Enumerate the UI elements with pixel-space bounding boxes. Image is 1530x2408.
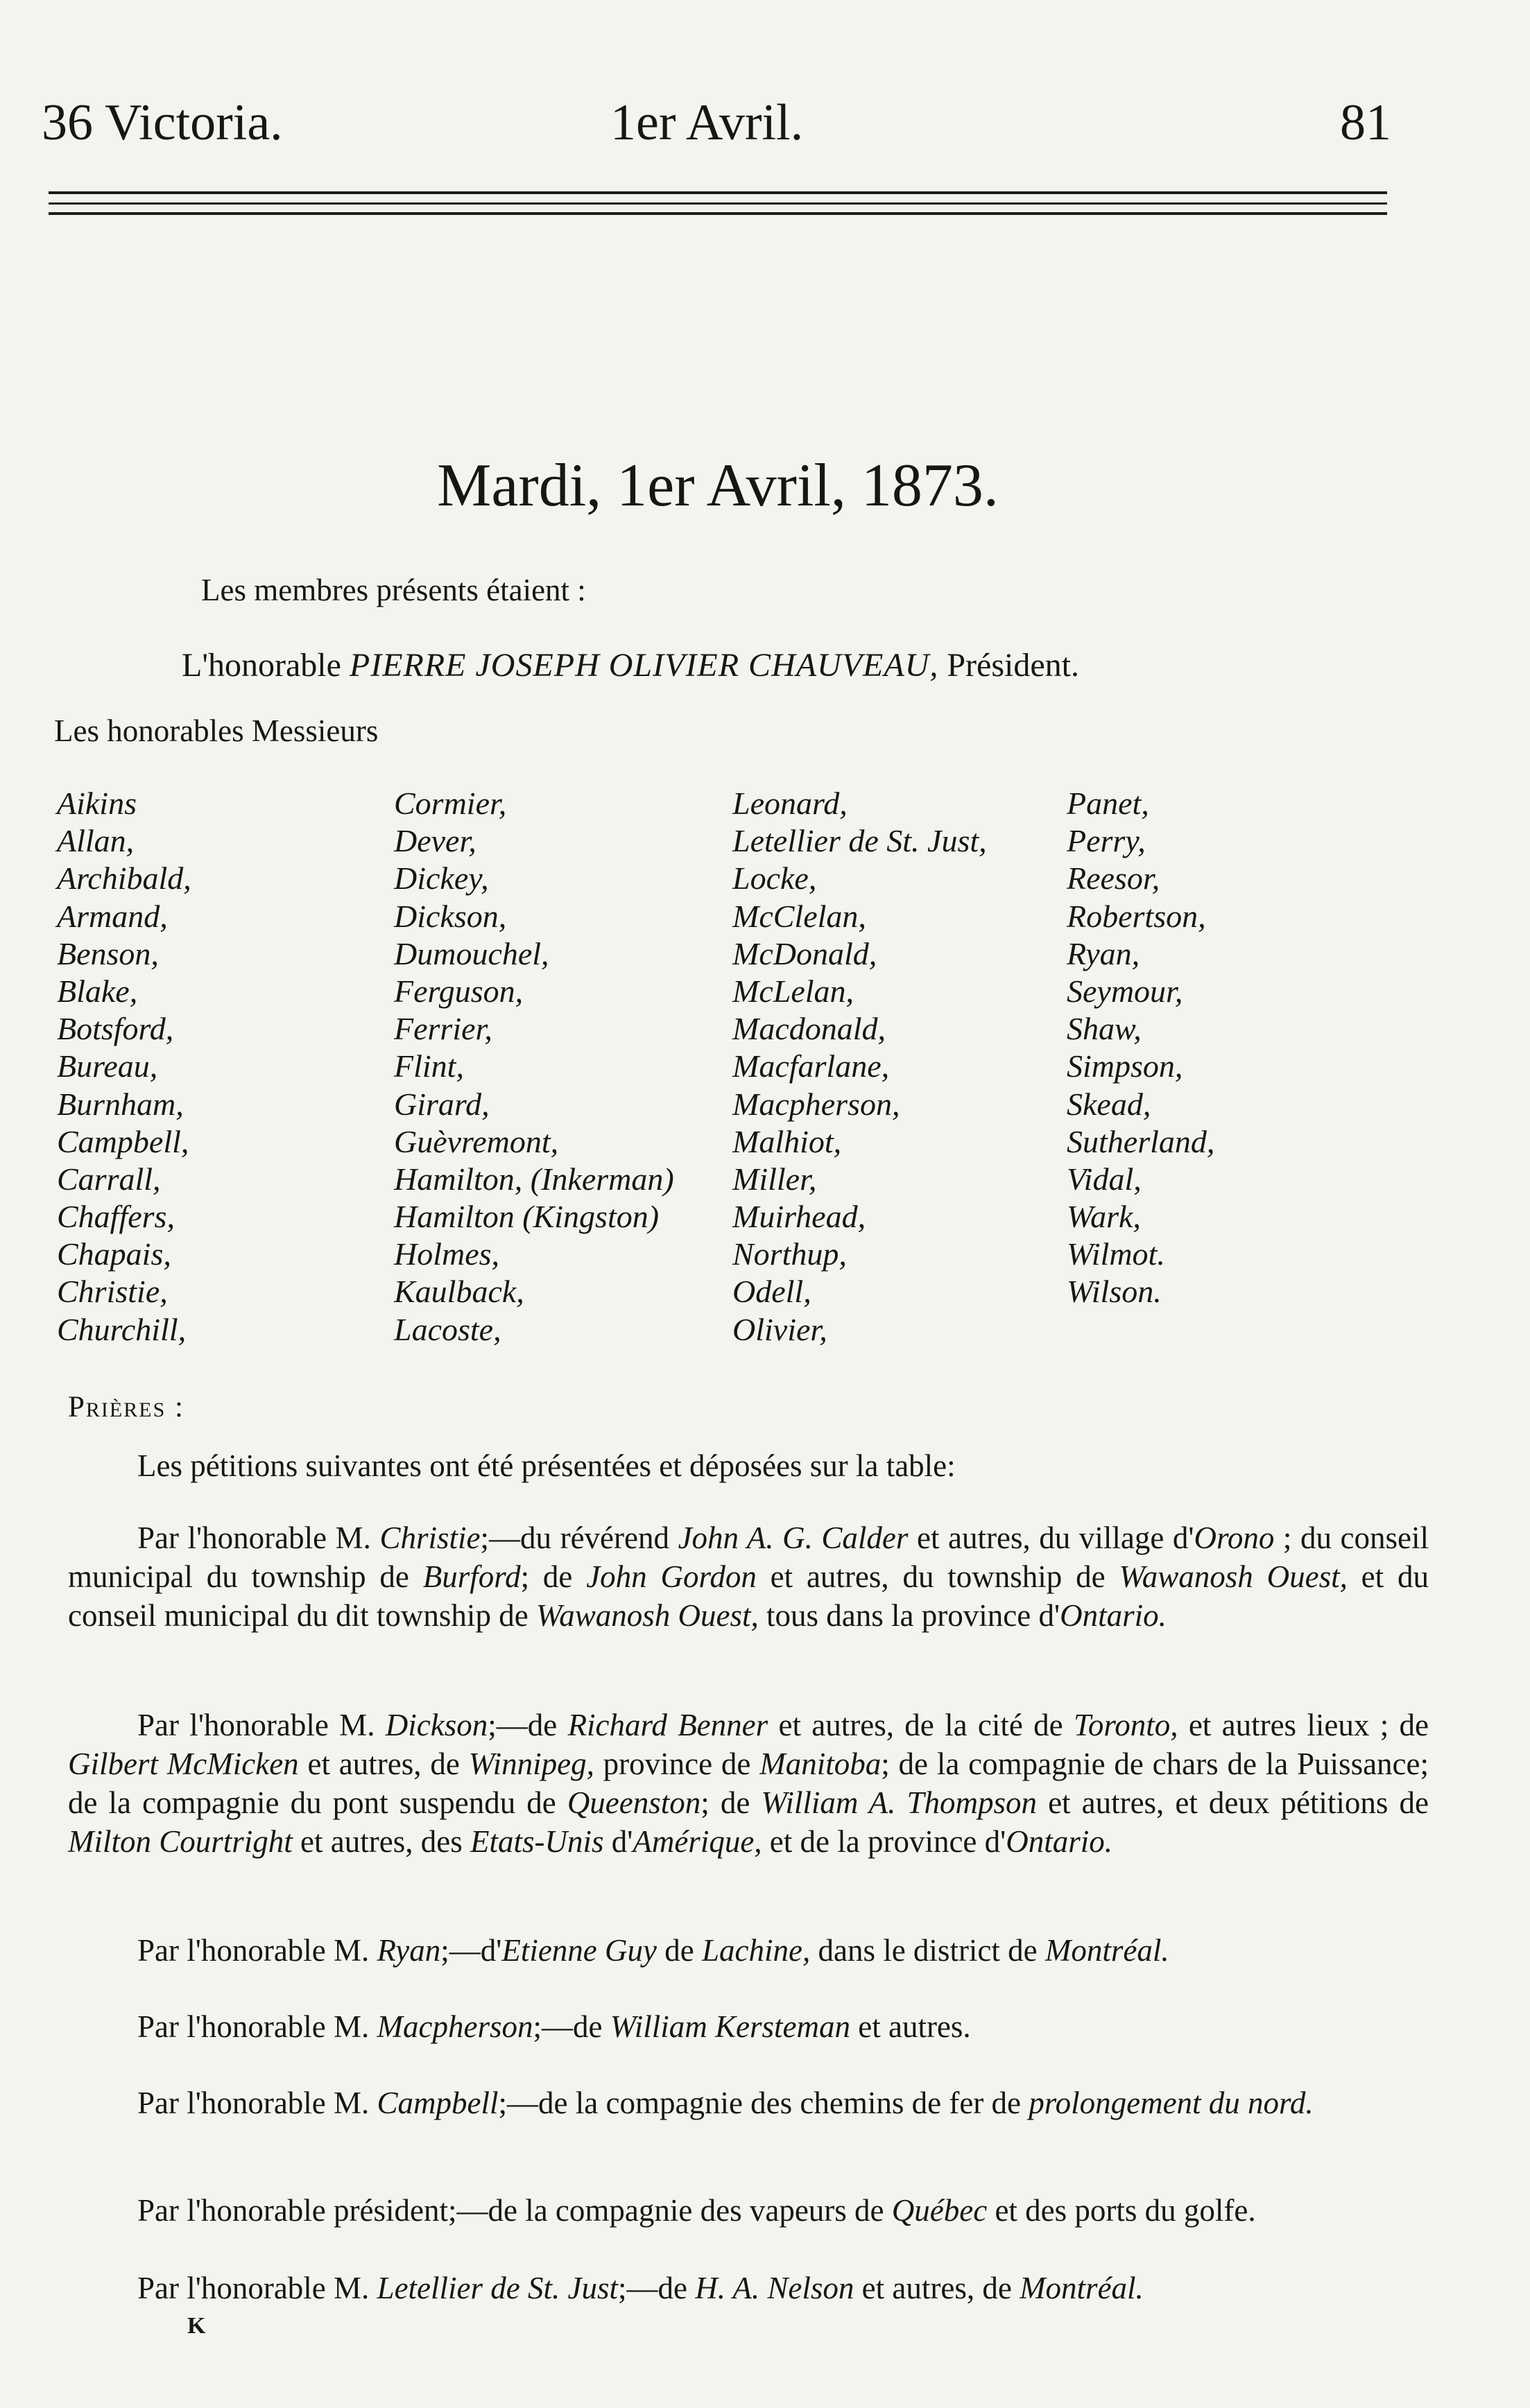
member-name: Christie, — [57, 1274, 168, 1310]
member-name: McClelan, — [732, 898, 866, 934]
member-name: Vidal, — [1067, 1161, 1142, 1197]
member-name: Wark, — [1067, 1199, 1141, 1235]
member-name: Armand, — [57, 898, 168, 934]
member-name: Macdonald, — [732, 1011, 886, 1047]
member-name: Guèvremont, — [394, 1123, 559, 1159]
petition-paragraph: Par l'honorable M. Christie;—du révérend John A. G. Calder et autres, du village d'Orono ; du conseil municipal du township de Burford; de John Gordon et autres, du township de Wawanosh Ouest, et du conseil municipal du dit township de Wawanosh Ouest, tous dans la province d'Ontario. — [68, 1521, 1429, 1633]
members-column-3 — [732, 785, 987, 1349]
member-name: Lacoste, — [394, 1311, 501, 1347]
member-name: Wilmot. — [1067, 1236, 1165, 1272]
member-name: Letellier de St. Just, — [732, 823, 987, 859]
members-label: Les honorables Messieurs — [54, 713, 379, 748]
president-prefix: L'honorable — [182, 647, 341, 684]
petition-paragraph: Par l'honorable M. Letellier de St. Just;—de H. A. Nelson et autres, de Montréal. — [137, 2271, 1144, 2305]
member-name: Shaw, — [1067, 1011, 1142, 1047]
member-name: Malhiot, — [732, 1123, 842, 1159]
member-name: Botsford, — [57, 1011, 174, 1047]
member-name: Archibald, — [57, 860, 191, 896]
member-name: Burnham, — [57, 1086, 184, 1122]
member-name: Olivier, — [732, 1311, 827, 1347]
member-name: Kaulback, — [394, 1274, 524, 1310]
member-name: Ferguson, — [394, 973, 524, 1009]
member-name: Chaffers, — [57, 1199, 175, 1235]
president-name: PIERRE JOSEPH OLIVIER CHAUVEAU, — [349, 647, 939, 684]
member-name: Locke, — [732, 860, 817, 896]
member-name: Dickson, — [394, 898, 507, 934]
member-name: Ferrier, — [394, 1011, 492, 1047]
member-name: Aikins — [57, 786, 137, 821]
member-name: Flint, — [394, 1048, 464, 1084]
header-rule — [49, 191, 1387, 194]
member-name: Bureau, — [57, 1048, 158, 1084]
header-session: 36 Victoria. — [42, 94, 283, 151]
member-name: Cormier, — [394, 786, 507, 821]
petition-paragraph: Par l'honorable président;—de la compagnie des vapeurs de Québec et des ports du golfe. — [137, 2193, 1256, 2228]
member-name: Simpson, — [1067, 1048, 1183, 1084]
page-title: Mardi, 1er Avril, 1873. — [437, 452, 999, 519]
member-name: Dumouchel, — [394, 935, 549, 971]
member-name: Panet, — [1067, 786, 1149, 821]
members-column-1 — [57, 785, 191, 1349]
member-name: McDonald, — [732, 935, 877, 971]
present-intro: Les membres présents étaient : — [201, 573, 586, 607]
president-line — [182, 646, 1079, 684]
page-number: 81 — [1340, 94, 1391, 151]
member-name: Holmes, — [394, 1236, 500, 1272]
member-name: Northup, — [732, 1236, 847, 1272]
member-name: Dickey, — [394, 860, 489, 896]
member-name: Sutherland, — [1067, 1123, 1215, 1159]
member-name: Churchill, — [57, 1311, 187, 1347]
member-name: Hamilton, (Inkerman) — [394, 1161, 674, 1197]
member-name: Dever, — [394, 823, 476, 859]
member-name: Chapais, — [57, 1236, 171, 1272]
member-name: Allan, — [57, 823, 135, 859]
member-name: Odell, — [732, 1274, 811, 1310]
member-name: Robertson, — [1067, 898, 1206, 934]
header-date: 1er Avril. — [610, 94, 804, 151]
president-role: Président. — [947, 647, 1079, 684]
member-name: Carrall, — [57, 1161, 161, 1197]
member-name: Muirhead, — [732, 1199, 866, 1235]
signature-mark: K — [187, 2313, 206, 2339]
member-name: Leonard, — [732, 786, 848, 821]
member-name: Macfarlane, — [732, 1048, 890, 1084]
member-name: Miller, — [732, 1161, 817, 1197]
member-name: Benson, — [57, 935, 159, 971]
petition-paragraph: Par l'honorable M. Dickson;—de Richard Benner et autres, de la cité de Toronto, et autres lieux ; de Gilbert McMicken et autres, de Winnipeg, province de Manitoba; de la compagnie de chars de la Puissance; de la compagnie du pont suspendu de Queenston; de William A. Thompson et autres, et deux pétitions de Milton Courtright et autres, des Etats-Unis d'Amérique, et de la province d'Ontario. — [68, 1708, 1429, 1859]
petition-intro: Les pétitions suivantes ont été présentées et déposées sur la table: — [137, 1448, 956, 1483]
member-name: Macpherson, — [732, 1086, 900, 1122]
members-column-2 — [394, 785, 674, 1349]
member-name: Blake, — [57, 973, 138, 1009]
member-name: Reesor, — [1067, 860, 1160, 896]
member-name: Seymour, — [1067, 973, 1183, 1009]
header-rule — [49, 212, 1387, 215]
member-name: Campbell, — [57, 1123, 189, 1159]
petition-paragraph: Par l'honorable M. Ryan;—d'Etienne Guy de Lachine, dans le district de Montréal. — [137, 1933, 1169, 1968]
petition-paragraph: Par l'honorable M. Campbell;—de la compagnie des chemins de fer de prolongement du nord. — [137, 2086, 1314, 2120]
member-name: Hamilton (Kingston) — [394, 1199, 660, 1235]
member-name: McLelan, — [732, 973, 854, 1009]
member-name: Girard, — [394, 1086, 490, 1122]
member-name: Wilson. — [1067, 1274, 1162, 1310]
prayers-label: Prières : — [68, 1391, 184, 1423]
member-name: Skead, — [1067, 1086, 1151, 1122]
petition-paragraph: Par l'honorable M. Macpherson;—de William Kersteman et autres. — [137, 2009, 971, 2044]
members-column-4 — [1067, 785, 1214, 1311]
member-name: Perry, — [1067, 823, 1146, 859]
member-name: Ryan, — [1067, 935, 1140, 971]
header-rule — [49, 202, 1387, 205]
